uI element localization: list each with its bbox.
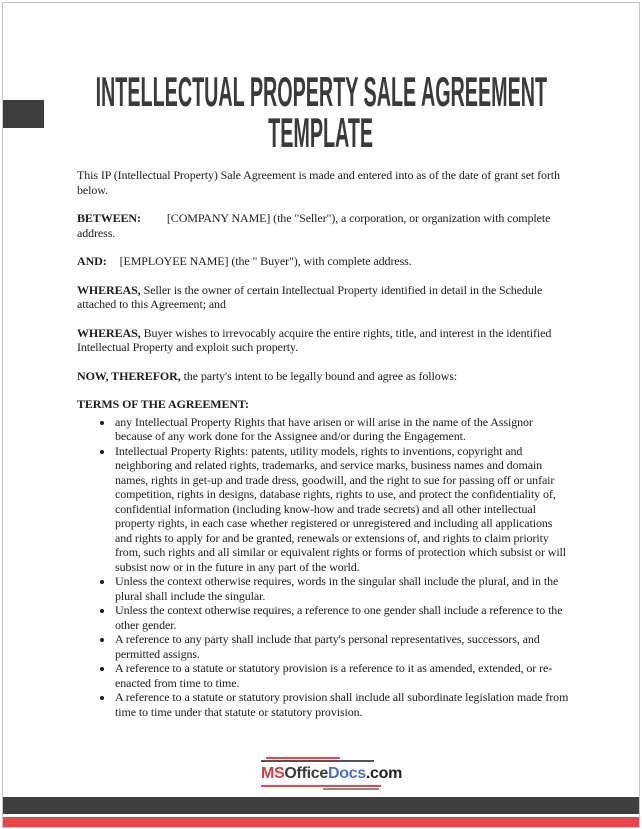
logo-office: Office bbox=[284, 765, 328, 782]
clause-whereas-1 bbox=[77, 283, 569, 312]
document-page bbox=[2, 2, 640, 828]
clause-whereas-2 bbox=[77, 326, 569, 355]
term-item-4: • Unless the context otherwise requires, a reference to one gender shall include a reference to the other gender. bbox=[114, 603, 569, 632]
page-title bbox=[3, 68, 639, 156]
clause-now-therefor bbox=[77, 369, 569, 384]
clause-and bbox=[77, 254, 569, 269]
terms-heading: TERMS OF THE AGREEMENT: bbox=[77, 397, 249, 411]
intro-paragraph bbox=[77, 168, 569, 197]
msofficedocs-logo bbox=[261, 757, 403, 790]
logo-bottom-red-line bbox=[261, 785, 381, 787]
logo-top-red-line bbox=[266, 757, 340, 759]
clause-between bbox=[77, 211, 569, 240]
term-item-7: • A reference to a statute or statutory provision shall include all subordinate legislation made from time to time under that statute or statutory provision. bbox=[114, 690, 569, 719]
logo-text bbox=[261, 764, 403, 783]
term-item-5: • A reference to any party shall include that party's personal representatives, successors, and permitted assigns. bbox=[114, 632, 569, 661]
left-accent-tab bbox=[3, 100, 44, 128]
logo-bottom-gray-line bbox=[323, 788, 378, 790]
clause-and-label: AND: bbox=[77, 254, 107, 268]
clause-between-label: BETWEEN: bbox=[77, 211, 141, 225]
term-item-3: • Unless the context otherwise requires, words in the singular shall include the plural, and in the plural shall include the singular. bbox=[114, 574, 569, 603]
term-item-6: • A reference to a statute or statutory provision is a reference to it as amended, extended, or re-enacted from time to time. bbox=[114, 661, 569, 690]
footer-dark-bar bbox=[3, 797, 639, 814]
clause-whereas-2-label: WHEREAS, bbox=[77, 325, 141, 340]
logo-docs: Docs bbox=[327, 765, 366, 782]
logo-com: .com bbox=[365, 765, 403, 782]
label-gap bbox=[107, 264, 120, 265]
term-item-2: • Intellectual Property Rights: patents, utility models, rights to inventions, copyright and neighboring and related rights, trademarks, and service marks, business names and domain names, rights in get-up and trade dress, goodwill, and the right to sue for passing off or unfair competition, rights in designs, database rights, rights to use, and protect the confidentiality of, confidential information (including know-how and trade secrets) and all other intellectual property rights, in each case whether registered or unregistered and including all applications and rights to apply for and be granted, renewals or extensions of, and rights to claim priority from, such rights and all similar or equivalent rights or forms of protection which subsist or will subsist now or in the future in any part of the world. bbox=[114, 444, 569, 575]
clause-whereas-1-label: WHEREAS, bbox=[77, 282, 141, 297]
term-item-1: • any Intellectual Property Rights that have arisen or will arise in the name of the Assignor because of any work done for the Assignee and/or during the Engagement. bbox=[114, 415, 569, 444]
logo-top-gray-line bbox=[261, 760, 374, 762]
footer-red-bar bbox=[3, 817, 639, 827]
clause-now-therefor-text: the party's intent to be legally bound and agree as follows: bbox=[183, 368, 458, 383]
logo-ms: MS bbox=[261, 765, 285, 782]
clause-now-therefor-label: NOW, THEREFOR, bbox=[77, 368, 181, 383]
document-body bbox=[3, 153, 639, 719]
terms-list bbox=[77, 415, 569, 720]
clause-whereas-2-text: Buyer wishes to irrevocably acquire the entire rights, title, and interest in the identified Intellectual Property and exploit such property. bbox=[77, 325, 552, 354]
page-title-line1: INTELLECTUAL PROPERTY SALE AGREEMENT bbox=[95, 68, 547, 115]
clause-whereas-1-text: Seller is the owner of certain Intellectual Property identified in detail in the Schedule attached to this Agreement; and bbox=[77, 282, 543, 311]
clause-and-text: [EMPLOYEE NAME] (the " Buyer"), with complete address. bbox=[119, 254, 412, 268]
intro-text: This IP (Intellectual Property) Sale Agreement is made and entered into as of the date of grant set forth below. bbox=[77, 168, 560, 197]
page-title-line2: TEMPLATE bbox=[268, 109, 374, 156]
label-gap bbox=[141, 221, 167, 222]
clause-between-text: [COMPANY NAME] (the "Seller"), a corporation, or organization with complete address. bbox=[77, 211, 551, 240]
